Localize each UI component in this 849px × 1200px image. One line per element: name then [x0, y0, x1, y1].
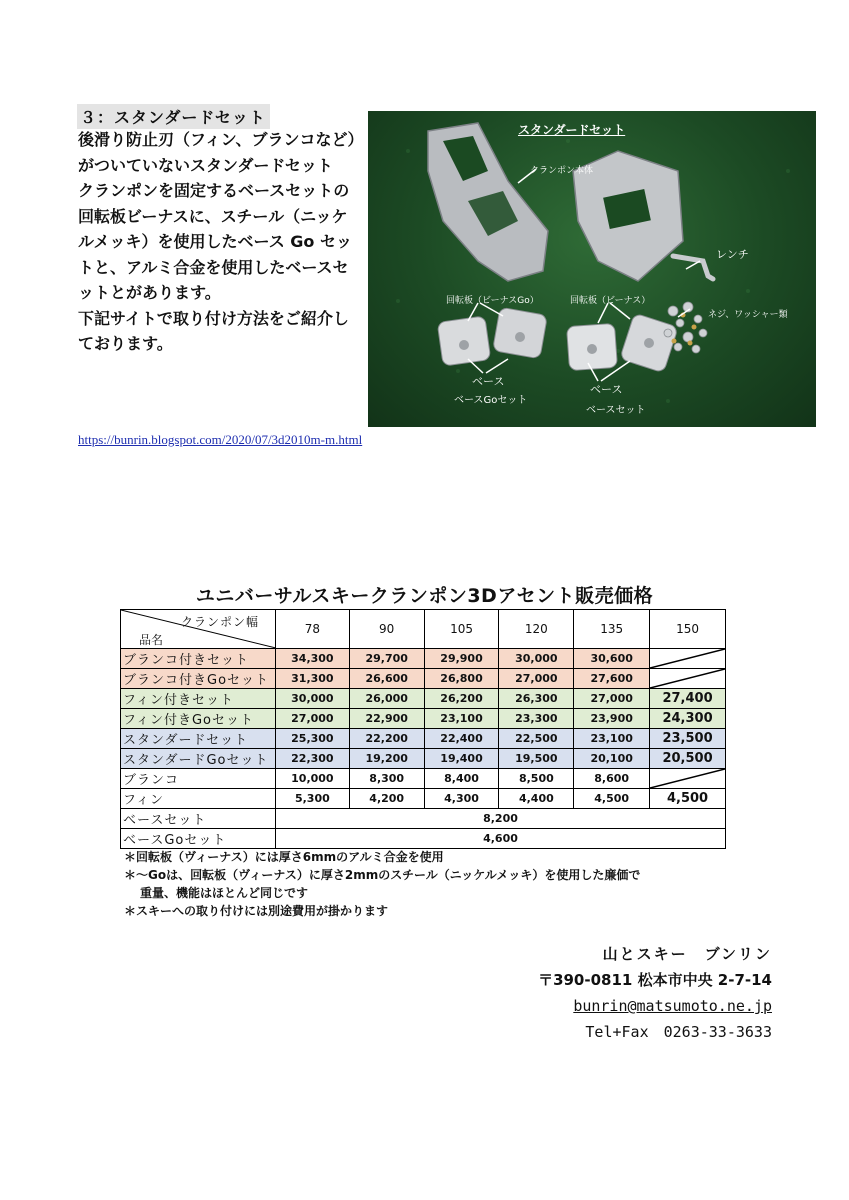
price-cell: 22,300 — [275, 749, 349, 769]
price-cell: 25,300 — [275, 729, 349, 749]
width-header: 120 — [499, 610, 574, 649]
product-name-cell: スタンダードGoセット — [121, 749, 276, 769]
price-cell: 22,500 — [499, 729, 574, 749]
not-available-slash — [650, 649, 725, 668]
price-cell: 26,800 — [424, 669, 499, 689]
photo-title: スタンダードセット — [518, 123, 626, 137]
table-row — [121, 709, 726, 729]
corner-label-name: 品名 — [139, 633, 164, 647]
description-paragraph: 後滑り防止刃（フィン、ブランコなど）がついていないスタンダードセット — [78, 130, 356, 175]
width-header: 105 — [424, 610, 499, 649]
table-row — [121, 749, 726, 769]
corner-label-width: クランポン幅 — [180, 615, 259, 629]
table-header-row — [121, 610, 726, 649]
table-row — [121, 649, 726, 669]
price-cell: 20,500 — [650, 749, 726, 769]
price-table — [120, 609, 726, 849]
price-cell: 24,300 — [650, 709, 726, 729]
price-cell: 22,900 — [349, 709, 424, 729]
price-cell: 23,500 — [650, 729, 726, 749]
product-name-cell: フィン — [121, 789, 276, 809]
price-cell: 27,400 — [650, 689, 726, 709]
photo-label-set: ベースセット — [586, 405, 646, 416]
width-header: 78 — [275, 610, 349, 649]
price-cell: 4,600 — [275, 829, 725, 849]
price-cell: 23,900 — [574, 709, 650, 729]
photo-label-set-go: ベースGoセット — [454, 395, 528, 406]
contact-block — [538, 941, 772, 1045]
notes — [124, 848, 640, 920]
price-cell: 26,300 — [499, 689, 574, 709]
description-paragraph: クランポンを固定するベースセットの回転板ビーナスに、スチール（ニッケルメッキ）を使用したベース Go セットと、アルミ合金を使用したベースセットとがあります。 — [78, 181, 352, 302]
price-cell: 20,100 — [574, 749, 650, 769]
price-cell: 4,200 — [349, 789, 424, 809]
price-cell: 19,500 — [499, 749, 574, 769]
price-table-title: ユニバーサルスキークランポン3Dアセント販売価格 — [195, 585, 654, 607]
product-name-cell: フィン付きセット — [121, 689, 276, 709]
price-cell: 8,300 — [349, 769, 424, 789]
photo-label-rotor: 回転板（ビーナス） — [570, 296, 651, 306]
blog-link[interactable]: https://bunrin.blogspot.com/2020/07/3d2010m-m.html — [78, 432, 363, 447]
price-cell: 19,400 — [424, 749, 499, 769]
price-cell: 34,300 — [275, 649, 349, 669]
table-row — [121, 729, 726, 749]
note-line: ＊回転板（ヴィーナス）には厚さ6mmのアルミ合金を使用 — [124, 850, 444, 864]
price-cell: 4,300 — [424, 789, 499, 809]
price-cell: 19,200 — [349, 749, 424, 769]
product-name-cell: ベースGoセット — [121, 829, 276, 849]
product-name-cell: ベースセット — [121, 809, 276, 829]
price-cell: 22,400 — [424, 729, 499, 749]
price-cell: 23,300 — [499, 709, 574, 729]
price-cell: 5,300 — [275, 789, 349, 809]
price-cell: 4,500 — [574, 789, 650, 809]
product-name-cell: ブランコ付きGoセット — [121, 669, 276, 689]
price-cell: 8,200 — [275, 809, 725, 829]
price-cell: 22,200 — [349, 729, 424, 749]
price-cell: 8,500 — [499, 769, 574, 789]
not-available-cell — [650, 669, 726, 689]
price-cell: 23,100 — [574, 729, 650, 749]
price-cell: 27,000 — [499, 669, 574, 689]
section-title: ３：スタンダードセット — [77, 104, 270, 129]
note-line: 重量、機能はほとんど同じです — [140, 886, 309, 900]
width-header: 135 — [574, 610, 650, 649]
table-row — [121, 769, 726, 789]
not-available-slash — [650, 769, 725, 788]
price-cell: 8,400 — [424, 769, 499, 789]
photo-label-body: クランポン本体 — [530, 166, 594, 176]
price-cell: 27,600 — [574, 669, 650, 689]
price-cell: 23,100 — [424, 709, 499, 729]
photo-label-wrench: レンチ — [716, 248, 749, 261]
table-corner-cell — [121, 610, 276, 649]
description — [78, 127, 360, 357]
photo-illustration — [368, 111, 816, 427]
price-cell: 8,600 — [574, 769, 650, 789]
note-line: ＊～Goは、回転板（ヴィーナス）に厚さ2mmのスチール（ニッケルメッキ）を使用した廉価で — [124, 868, 641, 882]
table-row-base-set — [121, 809, 726, 829]
note-line: ＊スキーへの取り付けには別途費用が掛かります — [124, 904, 389, 918]
width-header: 90 — [349, 610, 424, 649]
product-name-cell: フィン付きGoセット — [121, 709, 276, 729]
product-photo — [368, 111, 816, 427]
table-row — [121, 789, 726, 809]
table-row — [121, 669, 726, 689]
price-cell: 29,700 — [349, 649, 424, 669]
product-name-cell: ブランコ — [121, 769, 276, 789]
price-cell: 30,600 — [574, 649, 650, 669]
price-cell: 30,000 — [275, 689, 349, 709]
not-available-cell — [650, 769, 726, 789]
price-cell: 26,000 — [349, 689, 424, 709]
price-cell: 10,000 — [275, 769, 349, 789]
shop-name: 山とスキー ブンリン — [602, 945, 772, 963]
photo-label-rotor-go: 回転板（ビーナスGo） — [446, 296, 539, 306]
not-available-cell — [650, 649, 726, 669]
email-link[interactable]: bunrin@matsumoto.ne.jp — [573, 997, 772, 1015]
price-cell: 27,000 — [275, 709, 349, 729]
price-cell: 29,900 — [424, 649, 499, 669]
price-cell: 30,000 — [499, 649, 574, 669]
phone-fax: Tel+Fax 0263-33-3633 — [585, 1023, 772, 1041]
photo-label-base-left: ベース — [472, 375, 505, 388]
photo-label-screws: ネジ、ワッシャー類 — [708, 310, 788, 320]
price-cell: 26,600 — [349, 669, 424, 689]
shop-address: 〒390-0811 松本市中央 2-7-14 — [538, 971, 772, 989]
not-available-slash — [650, 669, 725, 688]
table-row — [121, 689, 726, 709]
width-header: 150 — [650, 610, 726, 649]
price-cell: 4,400 — [499, 789, 574, 809]
price-cell: 31,300 — [275, 669, 349, 689]
price-cell: 27,000 — [574, 689, 650, 709]
price-cell: 26,200 — [424, 689, 499, 709]
price-cell: 4,500 — [650, 789, 726, 809]
product-name-cell: スタンダードセット — [121, 729, 276, 749]
photo-label-base-right: ベース — [590, 383, 623, 396]
description-paragraph: 下記サイトで取り付け方法をご紹介しております。 — [78, 308, 349, 353]
table-row-base-go-set — [121, 829, 726, 849]
product-name-cell: ブランコ付きセット — [121, 649, 276, 669]
